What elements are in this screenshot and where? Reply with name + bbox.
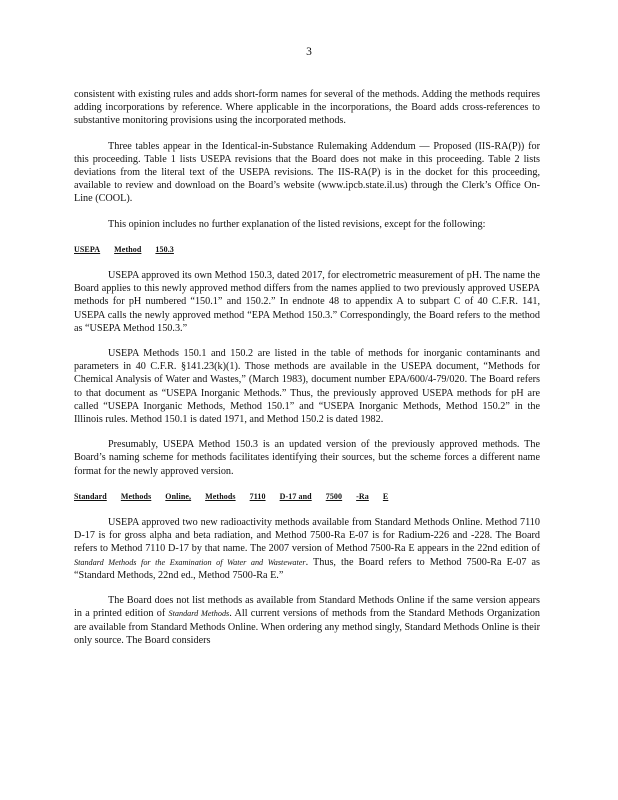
paragraph: [74, 594, 540, 647]
text-run: USEPA approved two new radioactivity methods available from Standard Methods Online. Method 7110 D-17 is for gross alpha and beta radiation, and Method 7500-Ra E-07 is for Radium-226 and -228. The Board refers to Method 7110 D-17 by that name. The 2007 version of Method 7500-Ra E appears in the 22nd edition of: [74, 517, 540, 555]
heading-part: Method: [114, 244, 142, 254]
heading-part: Standard: [74, 491, 107, 501]
heading-part: USEPA: [74, 244, 101, 254]
heading-part: Online,: [165, 491, 192, 501]
paragraph: This opinion includes no further explanation of the listed revisions, except for the following:: [108, 218, 486, 230]
paragraph: Three tables appear in the Identical-in-Substance Rulemaking Addendum — Proposed (IIS-RA(P)) for this proceeding. Table 1 lists USEPA revisions that the Board does not make in this proceeding. Table 2 lists deviations from the literal text of the USEPA revisions. The IIS-RA(P) is in the docket for this proceeding, available to review and download on the Board’s website (www.ipcb.state.il.us) through the Clerk’s Office On-Line (COOL).: [74, 140, 540, 205]
paragraph: USEPA Methods 150.1 and 150.2 are listed in the table of methods for inorganic contaminants and parameters in 40 C.F.R. §141.23(k)(1). Those methods are available in the USEPA document, “Methods for Chemical Analysis of Water and Wastes,” (March 1983), document number EPA/600/4-79/020. The Board refers to that document as “USEPA Inorganic Methods.” Thus, the previously approved USEPA methods for pH are called “USEPA Inorganic Methods, Method 150.1” and “USEPA Inorganic Methods, Method 150.2” in the Illinois rules. Method 150.1 is dated 1971, and Method 150.2 is dated 1982.: [74, 348, 540, 426]
paragraph: [74, 516, 540, 582]
page-number: 3: [306, 46, 312, 58]
text-run: . Thus, the Board refers to Method 7500-Ra E-07 as “Standard Methods, 22nd ed., Method 7500-Ra E.”: [74, 556, 540, 581]
heading-part: Methods: [205, 491, 236, 501]
section-heading-usepa-method: [74, 243, 540, 256]
paragraph: USEPA approved its own Method 150.3, dated 2017, for electrometric measurement of pH. The name the Board applies to this newly approved method differs from the names applied to two previously approved USEPA methods for pH numbered “150.1” and 150.2.” In endnote 48 to appendix A to subpart C of 40 C.F.R. 141, USEPA calls the newly approved method “EPA Method 150.3.” Correspondingly, the Board refers to the method as “USEPA Method 150.3.”: [74, 270, 540, 334]
text-run: The Board does not list methods as available from Standard Methods Online if the same version appears in a printed edition of: [74, 595, 540, 620]
publication-title: Standard Methods: [168, 609, 230, 619]
heading-part: E: [382, 491, 389, 501]
section-heading-standard-methods: [74, 490, 540, 503]
publication-title: Standard Methods for the Examination of Water and Wastewater: [74, 557, 306, 567]
heading-part: 7110: [249, 491, 266, 501]
heading-part: D-17 and: [279, 491, 312, 501]
paragraph: Presumably, USEPA Method 150.3 is an updated version of the previously approved methods. The Board’s naming scheme for methods facilitates identifying their sources, but the scheme forces a different name format for the newly approved version.: [74, 439, 540, 477]
heading-part: -Ra: [356, 491, 369, 501]
heading-part: Methods: [120, 491, 152, 501]
body-text: [74, 88, 540, 659]
text-run: . All current versions of methods from the Standard Methods Organization are available from Standard Methods Online. When ordering any method singly, Standard Methods Online is their only source. The Board considers: [74, 608, 541, 646]
paragraph: consistent with existing rules and adds short-form names for several of the methods. Adding the methods requires adding incorporations by reference. Where applicable in the incorporations, the Board adds cross-references to substantive monitoring provisions using the incorporated methods.: [74, 89, 540, 127]
heading-part: 150.3: [155, 244, 174, 254]
heading-part: 7500: [325, 491, 343, 501]
